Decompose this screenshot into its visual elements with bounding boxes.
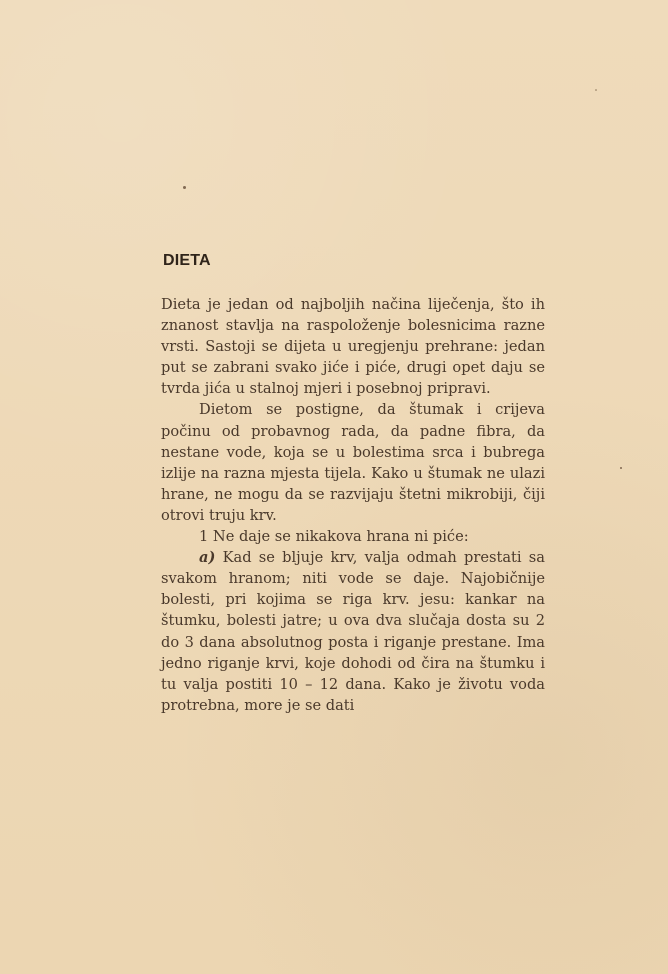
paper-speck [595,89,597,91]
paragraph-rule-1: 1 Ne daje se nikakova hrana ni piće: [199,528,469,546]
text-body [161,294,545,716]
page-title: DIETA [163,252,211,269]
paper-speck [620,467,622,469]
paper-speck [183,186,186,189]
paragraph-effects: Dietom se postigne, da štumak i crijeva počinu od probavnog rada, da padne fibra, da nestane vode, koja se u bolestima srca i bubrega izlije na razna mjesta tijela. Kako u štumak ne ulazi hrane, ne mogu da se razvijaju štetni mikrobiji, čiji otrovi truju krv. [161,401,545,524]
item-label: a) [199,549,216,567]
paragraph-item-a [161,547,545,716]
item-text: Kad se bljuje krv, valja odmah prestati sa svakom hranom; niti vode se daje. Najobičnije bolesti, pri kojima se riga krv. jesu: kankar na štumku, bolesti jatre; u ova dva slučaja dosta su 2 do 3 dana absolutnog posta i riganje prestane. Ima jedno riganje krvi, koje dohodi od čira na štumku i tu valja postiti 10 – 12 dana. Kako je životu voda protrebna, more je se dati [161,549,545,714]
paragraph-intro: Dieta je jedan od najboljih načina liječenja, što ih znanost stavlja na raspoloženje bolesnicima razne vrsti. Sastoji se dijeta u uregjenju prehrane: jedan put se zabrani svako jiće i piće, drugi opet daju se tvrda jića u stalnoj mjeri i posebnoj pripravi. [161,296,545,398]
